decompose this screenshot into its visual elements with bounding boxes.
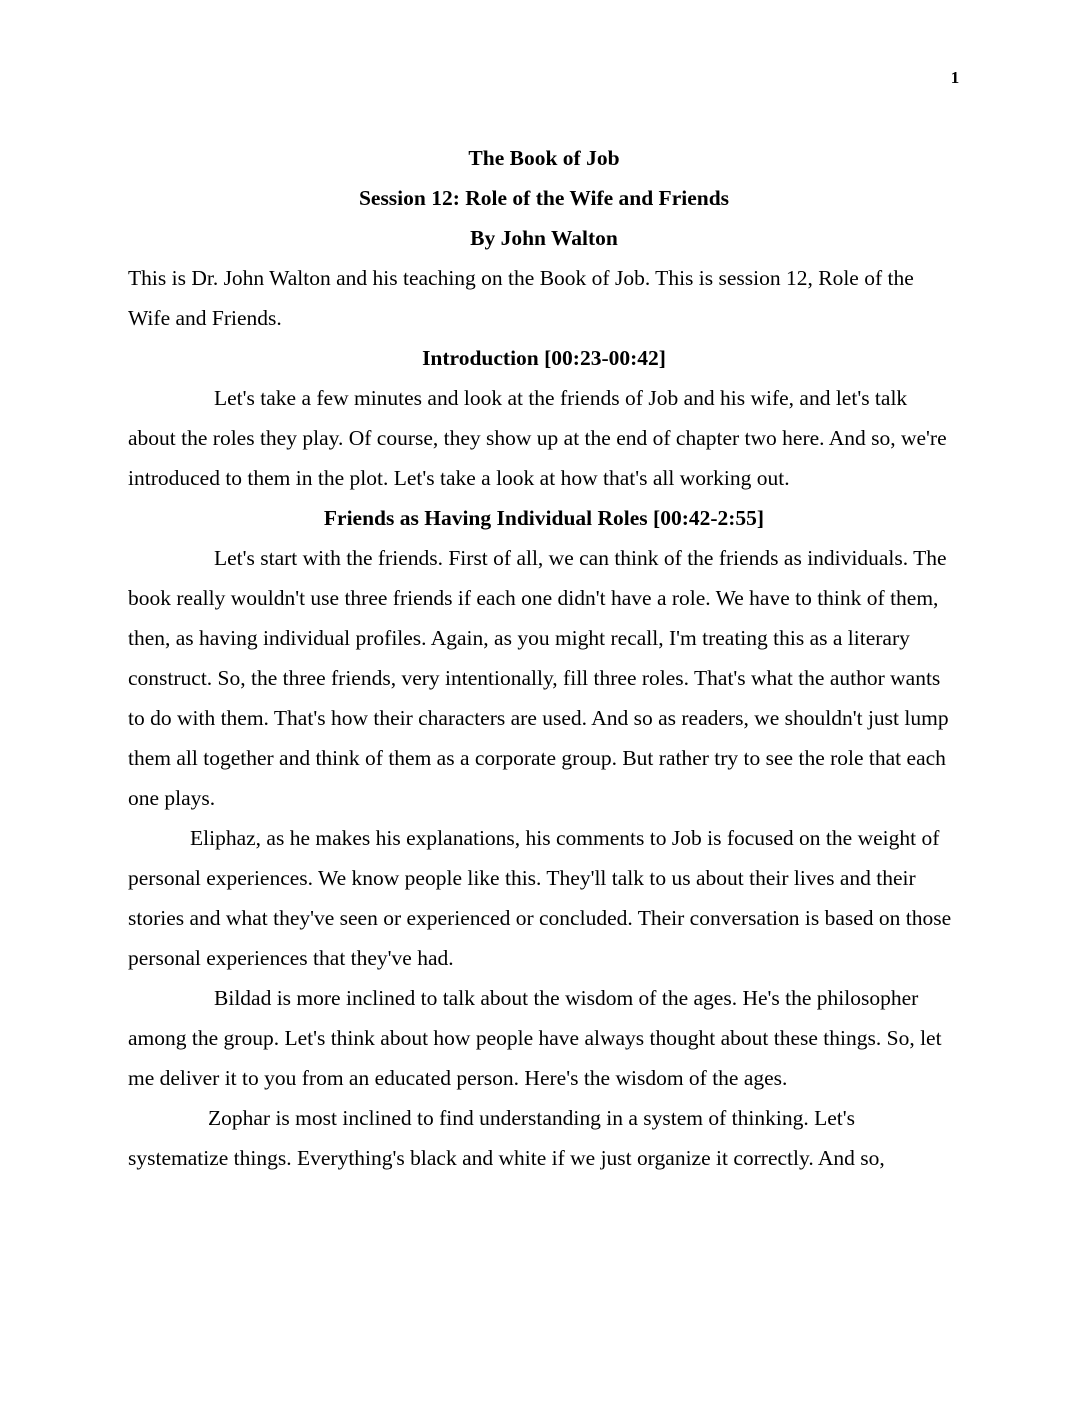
section-heading-friends-roles: Friends as Having Individual Roles [00:42-2:55] [323, 506, 765, 530]
document-title: The Book of Job [468, 146, 620, 170]
intro-paragraph: This is Dr. John Walton and his teaching on the Book of Job. This is session 12, Role of the Wife and Friends. [128, 266, 914, 330]
eliphaz-paragraph: Eliphaz, as he makes his explanations, his comments to Job is focused on the weight of personal experiences. We know people like this. They'll talk to us about their lives and their stories and what they've seen or experienced or concluded. Their conversation is based on those personal experiences that they've had. [128, 826, 952, 970]
bildad-paragraph: Bildad is more inclined to talk about the wisdom of the ages. He's the philosopher among the group. Let's think about how people have always thought about these things. So, let me deliver it to you from an educated person. Here's the wisdom of the ages. [128, 986, 942, 1090]
document-body [128, 138, 960, 1178]
section-heading-introduction: Introduction [00:23-00:42] [422, 346, 666, 370]
friends-paragraph: Let's start with the friends. First of all, we can think of the friends as individuals. The book really wouldn't use three friends if each one didn't have a role. We have to think of them, then, as having individual profiles. Again, as you might recall, I'm treating this as a literary construct. So, the three friends, very intentionally, fill three roles. That's what the author wants to do with them. That's how their characters are used. And so as readers, we shouldn't just lump them all together and think of them as a corporate group. But rather try to see the role that each one plays. [128, 546, 949, 810]
session-title: Session 12: Role of the Wife and Friends [358, 186, 730, 210]
introduction-paragraph: Let's take a few minutes and look at the friends of Job and his wife, and let's talk about the roles they play. Of course, they show up at the end of chapter two here. And so, we're introduced to them in the plot. Let's take a look at how that's all working out. [128, 386, 947, 490]
author-line: By John Walton [470, 226, 618, 250]
page-number: 1 [950, 68, 960, 87]
zophar-paragraph: Zophar is most inclined to find understanding in a system of thinking. Let's systematize things. Everything's black and white if we just organize it correctly. And so, [128, 1106, 885, 1170]
